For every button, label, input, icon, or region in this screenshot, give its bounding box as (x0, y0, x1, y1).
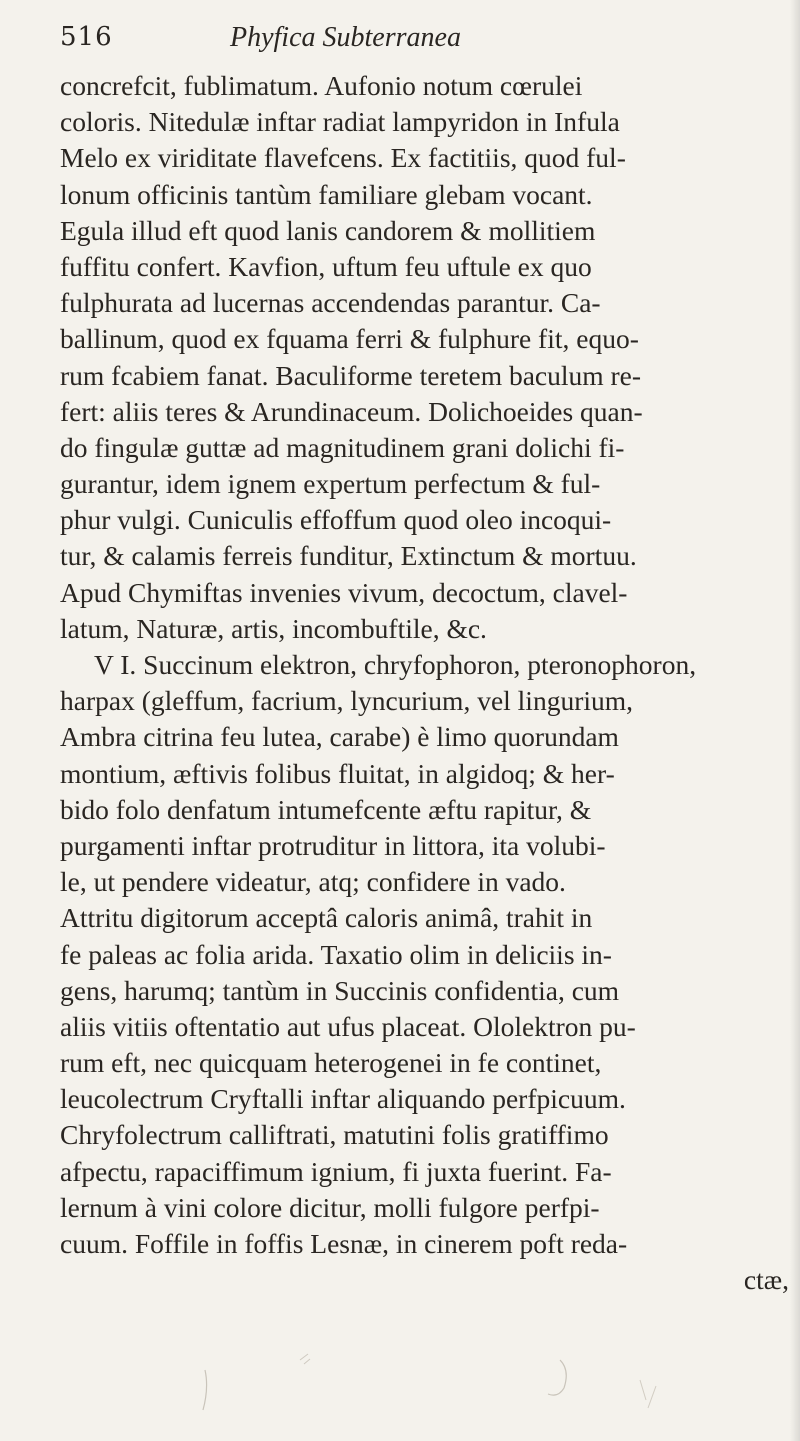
section-heading-line: V I. Succinum elektron, chryfophoron, pteronophoron, (94, 649, 697, 680)
text-line: afpectu, rapaciffimum ignium, fi juxta fuerint. Fa- (60, 1155, 612, 1187)
page-edge-shadow (790, 0, 800, 1441)
body-text (60, 68, 795, 1298)
text-line: cuum. Foffile in foffis Lesnæ, in cinerem poft reda- (60, 1228, 628, 1259)
text-line: Ambra citrina feu lutea, carabe) è limo quorundam (60, 721, 619, 753)
text-line: lernum à vini colore dicitur, molli fulgore perfpi- (60, 1191, 600, 1223)
running-title: Phyfica Subterranea (230, 22, 461, 53)
text-line: lonum officinis tantùm familiare glebam vocant. (60, 178, 593, 210)
text-line: fe paleas ac folia arida. Taxatio olim in deliciis in- (60, 938, 612, 970)
text-line: purgamenti inftar protruditur in littora, ita volubi- (60, 829, 606, 861)
text-line: rum eft, nec quicquam heterogenei in fe continet, (60, 1047, 602, 1079)
text-line: leucolectrum Cryftalli inftar aliquando perfpicuum. (60, 1083, 626, 1115)
text-line: gens, harumq; tantùm in Succinis confidentia, cum (60, 974, 620, 1006)
text-line: ballinum, quod ex fquama ferri & fulphure fit, equo- (60, 323, 639, 355)
text-line: gurantur, idem ignem expertum perfectum & ful- (60, 468, 601, 500)
text-line: tur, & calamis ferreis funditur, Extinctum & mortuu. (60, 540, 637, 572)
text-line: Egula illud eft quod lanis candorem & mollitiem (60, 214, 596, 246)
text-line: fulphurata ad lucernas accendendas parantur. Ca- (60, 287, 601, 319)
text-line: latum, Naturæ, artis, incombuftile, &c. (60, 612, 487, 644)
text-line: le, ut pendere videatur, atq; confidere in vado. (60, 866, 566, 898)
catchword: ctæ, (743, 1264, 789, 1296)
text-line: concrefcit, fublimatum. Aufonio notum cœrulei (60, 70, 583, 101)
text-line: do fingulæ guttæ ad magnitudinem grani dolichi fi- (60, 431, 625, 463)
text-line: harpax (gleffum, facrium, lyncurium, vel lingurium, (60, 685, 634, 717)
text-line: phur vulgi. Cuniculis effoffum quod oleo incoqui- (60, 504, 612, 536)
text-line: rum fcabiem fanat. Baculiforme teretem baculum re- (60, 359, 642, 391)
text-line: Apud Chymiftas invenies vivum, decoctum, clavel- (60, 576, 628, 608)
text-line: Melo ex viriditate flavefcens. Ex factitiis, quod ful- (60, 142, 626, 174)
running-head (60, 22, 760, 62)
text-line: bido folo denfatum intumefcente æftu rapitur, & (60, 793, 592, 825)
paper-bleed-marks (0, 1300, 800, 1441)
text-line: aliis vitiis oftentatio aut ufus placeat. Ololektron pu- (60, 1010, 636, 1042)
text-line: Chryfolectrum calliftrati, matutini folis gratiffimo (60, 1119, 609, 1151)
text-line: fuffitu confert. Kavfion, uftum feu uftule ex quo (60, 250, 592, 282)
text-line: Attritu digitorum acceptâ caloris animâ, trahit in (60, 902, 593, 934)
text-line: montium, æftivis folibus fluitat, in algidoq; & her- (60, 757, 615, 789)
page-number: 516 (60, 22, 113, 52)
text-line: coloris. Nitedulæ inftar radiat lampyridon in Infula (60, 106, 620, 138)
text-line: fert: aliis teres & Arundinaceum. Dolichoeides quan- (60, 395, 643, 427)
